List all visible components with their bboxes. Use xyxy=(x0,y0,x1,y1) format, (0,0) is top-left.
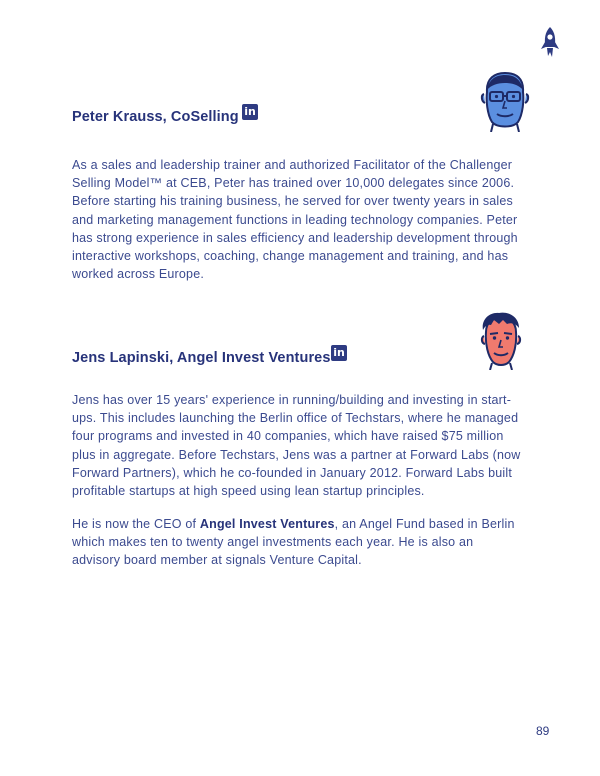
profile-name: Jens Lapinski, Angel Invest Ventures xyxy=(72,350,331,366)
rocket-icon xyxy=(538,26,562,60)
profile-bio: Jens has over 15 years' experience in running/building and investing in start-ups. This includes launching the Berlin office of Techstars, where he managed four programs and invested in 40 companies, which have raised $75 million plus in aggregate. Before Techstars, Jens was a partner at Forward Labs (now Forward Partners), which he co-founded in January 2012. Forward Labs built profitable startups at high speed using lean startup principles. xyxy=(72,393,521,499)
bio-text: He is now the CEO of xyxy=(72,517,200,531)
company-name: Angel Invest Ventures xyxy=(199,517,335,531)
linkedin-icon[interactable]: in xyxy=(331,345,347,361)
profile-bio-continued xyxy=(72,515,524,570)
portrait-jens xyxy=(477,310,525,370)
profile-name: Peter Krauss, CoSelling xyxy=(72,109,239,125)
profile-bio: As a sales and leadership trainer and authorized Facilitator of the Challenger Selling Model™ at CEB, Peter has trained over 10,000 delegates since 2006. Before starting his training business, he served for over twenty years in sales and marketing management functions in leading technology companies. Peter has strong experience in sales efficiency and leadership development through interactive workshops, coaching, change management and training, and has worked across Europe. xyxy=(72,158,518,282)
page-number: 89 xyxy=(536,724,550,738)
linkedin-icon[interactable]: in xyxy=(242,104,258,120)
bio-text: , an Angel Fund based in Berlin which makes ten to twenty angel investments each year. He is also an advisory board member at signals Venture Capital. xyxy=(72,517,515,568)
portrait-peter xyxy=(476,70,534,132)
